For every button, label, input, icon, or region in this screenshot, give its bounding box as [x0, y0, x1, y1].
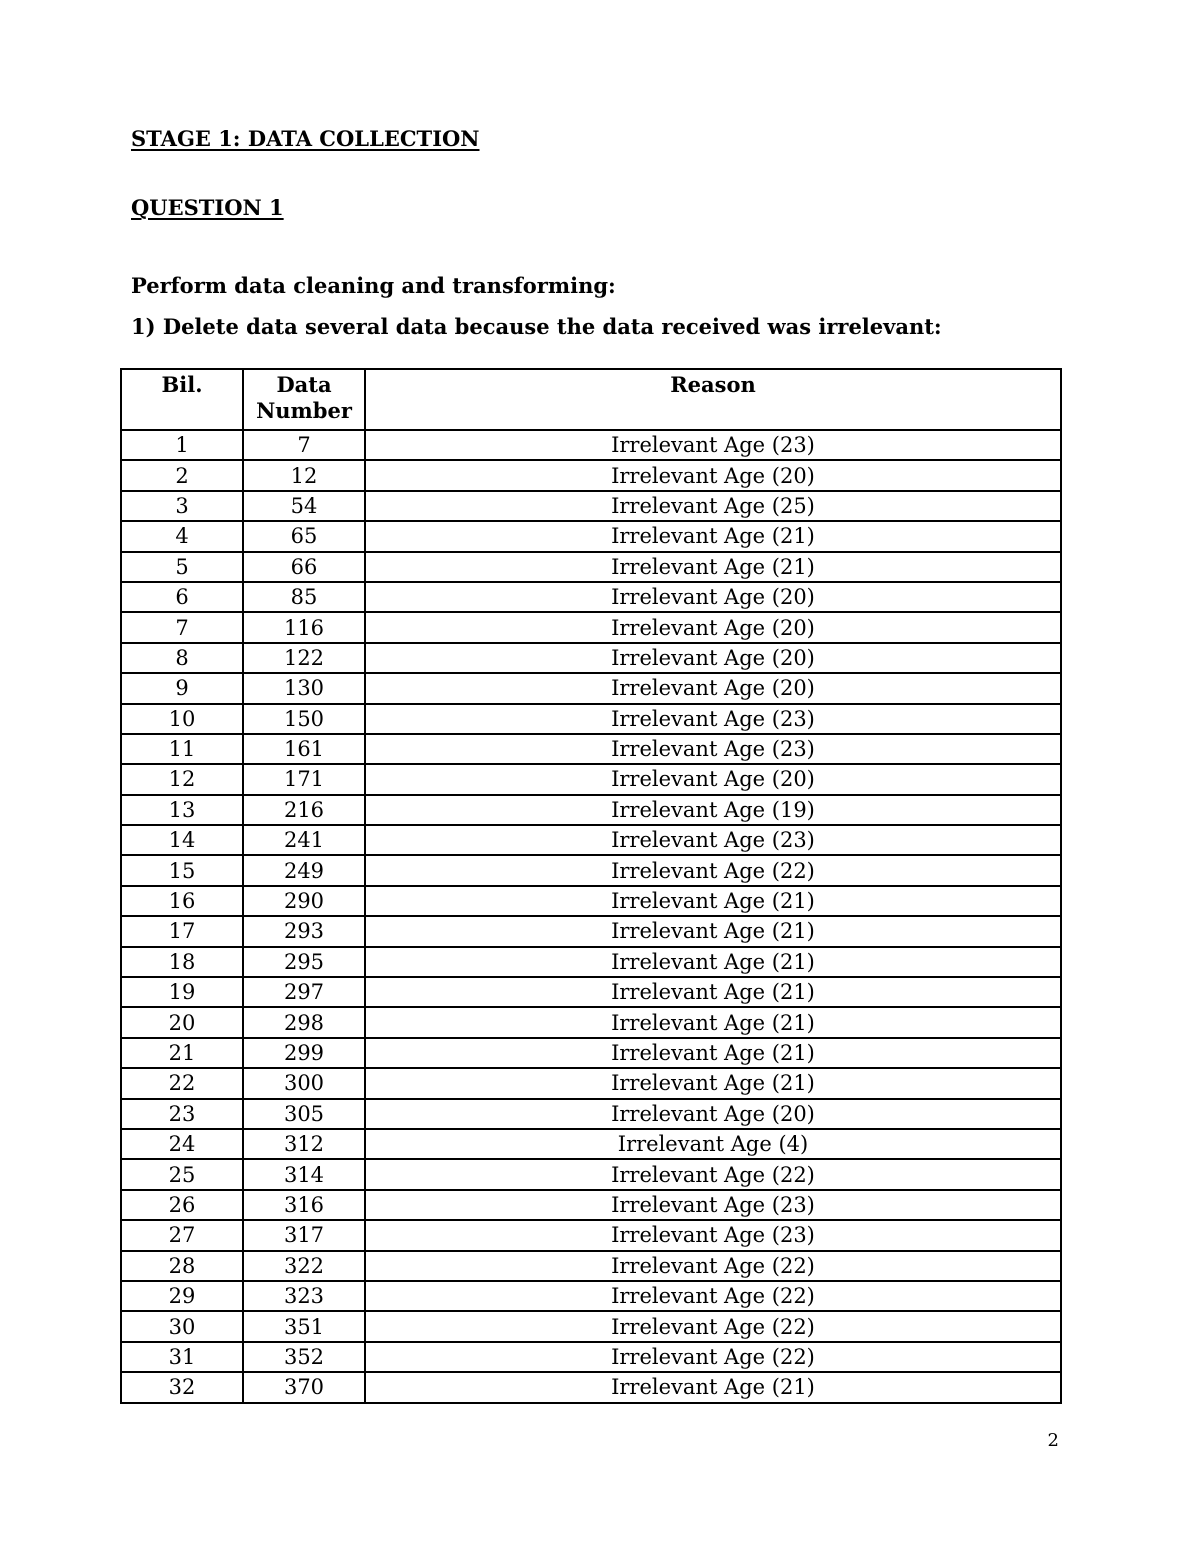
cell-reason: Irrelevant Age (22) [365, 1311, 1061, 1341]
cell-data-number: 352 [243, 1342, 365, 1372]
header-bil: Bil. [121, 369, 243, 430]
table-row [121, 1251, 1061, 1281]
cell-bil: 27 [121, 1220, 243, 1250]
irrelevant-data-table [120, 368, 1062, 1404]
table-row [121, 491, 1061, 521]
cell-data-number: 150 [243, 704, 365, 734]
cell-reason: Irrelevant Age (21) [365, 1068, 1061, 1098]
table-row [121, 916, 1061, 946]
cell-data-number: 249 [243, 855, 365, 885]
cell-bil: 10 [121, 704, 243, 734]
table-row [121, 1099, 1061, 1129]
table-row [121, 1342, 1061, 1372]
table-row [121, 1007, 1061, 1037]
cell-reason: Irrelevant Age (23) [365, 430, 1061, 460]
table-row [121, 643, 1061, 673]
cell-bil: 17 [121, 916, 243, 946]
table-header-row [121, 369, 1061, 430]
cell-data-number: 116 [243, 612, 365, 642]
cell-data-number: 161 [243, 734, 365, 764]
cell-bil: 11 [121, 734, 243, 764]
page-number: 2 [1047, 1430, 1059, 1451]
cell-bil: 24 [121, 1129, 243, 1159]
question-title: QUESTION 1 [131, 195, 284, 220]
cell-reason: Irrelevant Age (20) [365, 673, 1061, 703]
cell-reason: Irrelevant Age (25) [365, 491, 1061, 521]
cell-bil: 8 [121, 643, 243, 673]
cell-reason: Irrelevant Age (19) [365, 795, 1061, 825]
cell-bil: 14 [121, 825, 243, 855]
cell-bil: 15 [121, 855, 243, 885]
table-row [121, 1220, 1061, 1250]
table-row [121, 1129, 1061, 1159]
cell-reason: Irrelevant Age (20) [365, 582, 1061, 612]
table-row [121, 1068, 1061, 1098]
cell-reason: Irrelevant Age (22) [365, 1342, 1061, 1372]
cell-reason: Irrelevant Age (4) [365, 1129, 1061, 1159]
table-row [121, 855, 1061, 885]
cell-data-number: 299 [243, 1038, 365, 1068]
table-row [121, 825, 1061, 855]
cell-data-number: 298 [243, 1007, 365, 1037]
table-row [121, 552, 1061, 582]
cell-bil: 13 [121, 795, 243, 825]
cell-bil: 30 [121, 1311, 243, 1341]
cell-reason: Irrelevant Age (22) [365, 1251, 1061, 1281]
table-row [121, 582, 1061, 612]
table-row [121, 1038, 1061, 1068]
cell-data-number: 351 [243, 1311, 365, 1341]
table-row [121, 764, 1061, 794]
table-row [121, 1281, 1061, 1311]
table-body [121, 430, 1061, 1403]
table-row [121, 977, 1061, 1007]
cell-reason: Irrelevant Age (23) [365, 704, 1061, 734]
header-data-number: Data Number [243, 369, 365, 430]
cell-reason: Irrelevant Age (21) [365, 947, 1061, 977]
cell-bil: 31 [121, 1342, 243, 1372]
cell-reason: Irrelevant Age (21) [365, 1038, 1061, 1068]
cell-reason: Irrelevant Age (23) [365, 1220, 1061, 1250]
table-row [121, 795, 1061, 825]
cell-data-number: 314 [243, 1159, 365, 1189]
intro-text: Perform data cleaning and transforming: [131, 273, 616, 298]
cell-reason: Irrelevant Age (21) [365, 1007, 1061, 1037]
cell-data-number: 297 [243, 977, 365, 1007]
cell-data-number: 130 [243, 673, 365, 703]
cell-bil: 12 [121, 764, 243, 794]
cell-data-number: 293 [243, 916, 365, 946]
cell-bil: 4 [121, 521, 243, 551]
cell-data-number: 290 [243, 886, 365, 916]
table-row [121, 1311, 1061, 1341]
cell-bil: 20 [121, 1007, 243, 1037]
table-row [121, 430, 1061, 460]
cell-reason: Irrelevant Age (23) [365, 734, 1061, 764]
step-text: 1) Delete data several data because the data received was irrelevant: [131, 314, 942, 339]
cell-reason: Irrelevant Age (20) [365, 643, 1061, 673]
cell-bil: 21 [121, 1038, 243, 1068]
cell-bil: 23 [121, 1099, 243, 1129]
cell-bil: 6 [121, 582, 243, 612]
table-row [121, 704, 1061, 734]
cell-bil: 1 [121, 430, 243, 460]
cell-data-number: 65 [243, 521, 365, 551]
cell-data-number: 66 [243, 552, 365, 582]
cell-bil: 19 [121, 977, 243, 1007]
cell-bil: 26 [121, 1190, 243, 1220]
cell-data-number: 370 [243, 1372, 365, 1402]
cell-reason: Irrelevant Age (20) [365, 460, 1061, 490]
cell-reason: Irrelevant Age (23) [365, 825, 1061, 855]
cell-data-number: 300 [243, 1068, 365, 1098]
stage-title: STAGE 1: DATA COLLECTION [131, 126, 480, 151]
cell-bil: 29 [121, 1281, 243, 1311]
cell-data-number: 85 [243, 582, 365, 612]
cell-bil: 3 [121, 491, 243, 521]
table-row [121, 886, 1061, 916]
cell-reason: Irrelevant Age (21) [365, 916, 1061, 946]
cell-bil: 2 [121, 460, 243, 490]
cell-reason: Irrelevant Age (21) [365, 521, 1061, 551]
table-row [121, 1372, 1061, 1402]
table-row [121, 734, 1061, 764]
cell-data-number: 317 [243, 1220, 365, 1250]
cell-reason: Irrelevant Age (21) [365, 977, 1061, 1007]
cell-data-number: 312 [243, 1129, 365, 1159]
cell-bil: 9 [121, 673, 243, 703]
cell-reason: Irrelevant Age (23) [365, 1190, 1061, 1220]
cell-reason: Irrelevant Age (21) [365, 552, 1061, 582]
cell-reason: Irrelevant Age (22) [365, 1281, 1061, 1311]
cell-data-number: 216 [243, 795, 365, 825]
header-reason: Reason [365, 369, 1061, 430]
cell-bil: 25 [121, 1159, 243, 1189]
cell-data-number: 316 [243, 1190, 365, 1220]
table-row [121, 521, 1061, 551]
table-row [121, 612, 1061, 642]
cell-bil: 32 [121, 1372, 243, 1402]
cell-data-number: 305 [243, 1099, 365, 1129]
cell-data-number: 122 [243, 643, 365, 673]
cell-reason: Irrelevant Age (20) [365, 612, 1061, 642]
cell-reason: Irrelevant Age (20) [365, 764, 1061, 794]
table-row [121, 460, 1061, 490]
cell-reason: Irrelevant Age (22) [365, 855, 1061, 885]
table-row [121, 947, 1061, 977]
cell-bil: 5 [121, 552, 243, 582]
table-row [121, 1159, 1061, 1189]
cell-bil: 22 [121, 1068, 243, 1098]
cell-bil: 7 [121, 612, 243, 642]
cell-data-number: 322 [243, 1251, 365, 1281]
cell-data-number: 323 [243, 1281, 365, 1311]
cell-reason: Irrelevant Age (20) [365, 1099, 1061, 1129]
cell-data-number: 241 [243, 825, 365, 855]
cell-data-number: 12 [243, 460, 365, 490]
cell-bil: 28 [121, 1251, 243, 1281]
cell-bil: 18 [121, 947, 243, 977]
table-row [121, 1190, 1061, 1220]
cell-data-number: 171 [243, 764, 365, 794]
cell-reason: Irrelevant Age (21) [365, 1372, 1061, 1402]
cell-data-number: 7 [243, 430, 365, 460]
cell-reason: Irrelevant Age (21) [365, 886, 1061, 916]
cell-bil: 16 [121, 886, 243, 916]
cell-data-number: 54 [243, 491, 365, 521]
table-row [121, 673, 1061, 703]
cell-reason: Irrelevant Age (22) [365, 1159, 1061, 1189]
cell-data-number: 295 [243, 947, 365, 977]
